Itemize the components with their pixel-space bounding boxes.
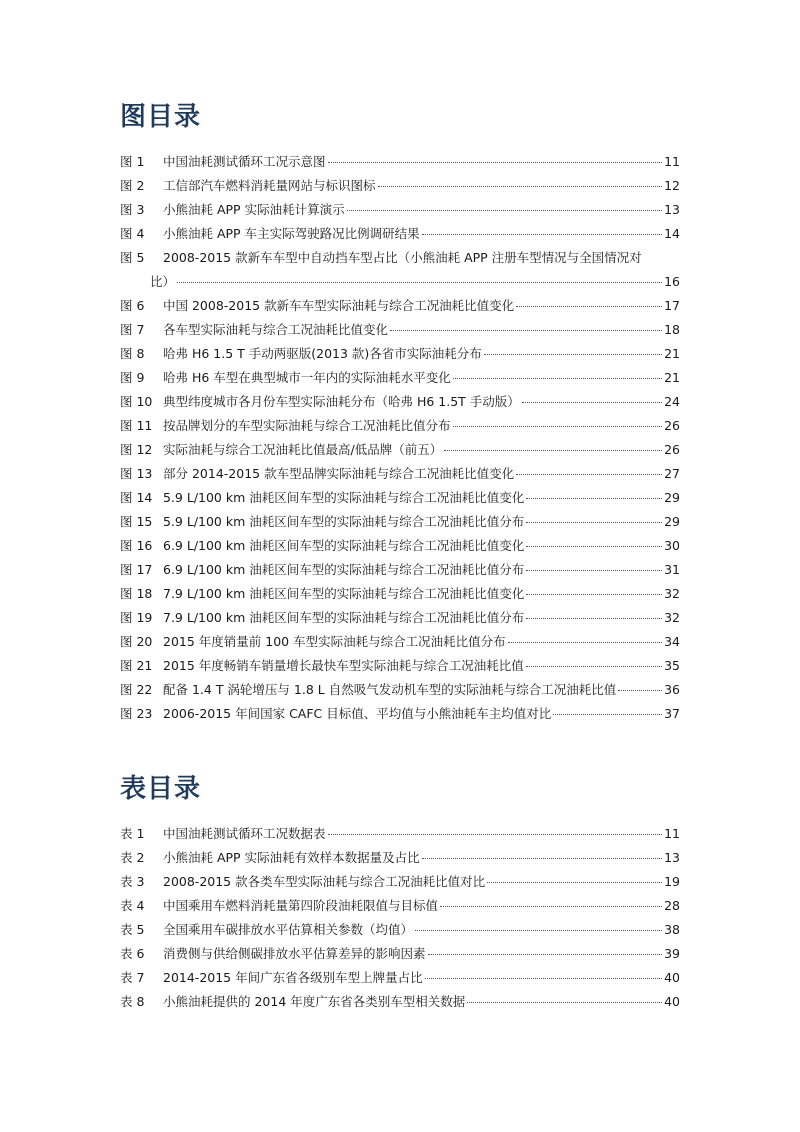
toc-dot-leader [553, 714, 662, 715]
toc-entry-page: 11 [664, 826, 680, 841]
toc-entry-label: 图 4 [120, 226, 145, 241]
toc-entry-page: 26 [664, 418, 680, 433]
toc-dot-leader [526, 522, 662, 523]
toc-entry[interactable] [120, 486, 680, 510]
toc-entry-title: 小熊油耗 APP 实际油耗有效样本数据量及占比 [163, 850, 420, 865]
toc-dot-leader [378, 186, 663, 187]
toc-entry-page: 24 [664, 394, 680, 409]
table-list-heading: 表目录 [120, 774, 202, 804]
toc-entry[interactable] [120, 942, 680, 966]
toc-entry-page: 14 [664, 226, 680, 241]
toc-entry-label: 表 3 [120, 874, 145, 889]
toc-dot-leader [516, 306, 662, 307]
toc-entry[interactable] [120, 606, 680, 630]
toc-entry-title: 工信部汽车燃料消耗量网站与标识图标 [163, 178, 376, 193]
toc-dot-leader [422, 234, 663, 235]
toc-entry-label: 图 3 [120, 202, 145, 217]
toc-dot-leader [526, 618, 662, 619]
toc-entry-label: 图 11 [120, 418, 153, 433]
toc-entry-page: 40 [664, 970, 680, 985]
toc-entry-title: 哈弗 H6 车型在典型城市一年内的实际油耗水平变化 [163, 370, 451, 385]
toc-dot-leader [526, 666, 662, 667]
toc-entry-label: 图 19 [120, 610, 153, 625]
toc-entry[interactable] [120, 174, 680, 198]
toc-entry-title: 小熊油耗 APP 车主实际驾驶路况比例调研结果 [163, 226, 420, 241]
toc-entry[interactable] [120, 150, 680, 174]
toc-entry-label: 表 2 [120, 850, 145, 865]
toc-dot-leader [508, 642, 663, 643]
toc-entry-title: 中国油耗测试循环工况数据表 [163, 826, 326, 841]
toc-entry-label: 图 22 [120, 682, 153, 697]
toc-entry[interactable] [120, 414, 680, 438]
toc-entry-title: 6.9 L/100 km 油耗区间车型的实际油耗与综合工况油耗比值分布 [163, 562, 525, 577]
figure-toc-list [120, 150, 680, 726]
toc-entry-title: 按品牌划分的车型实际油耗与综合工况油耗比值分布 [163, 418, 451, 433]
toc-entry-page: 31 [664, 562, 680, 577]
toc-entry[interactable] [120, 390, 680, 414]
toc-entry-page: 40 [664, 994, 680, 1009]
toc-entry-title: 典型纬度城市各月份车型实际油耗分布（哈弗 H6 1.5T 手动版） [163, 394, 520, 409]
toc-dot-leader [177, 282, 662, 283]
toc-entry-title: 中国 2008-2015 款新车车型实际油耗与综合工况油耗比值变化 [163, 298, 515, 313]
toc-dot-leader [522, 402, 662, 403]
toc-entry-title: 中国油耗测试循环工况示意图 [163, 154, 326, 169]
toc-entry-page: 11 [664, 154, 680, 169]
toc-entry-title: 5.9 L/100 km 油耗区间车型的实际油耗与综合工况油耗比值分布 [163, 514, 525, 529]
toc-dot-leader [440, 906, 662, 907]
toc-entry-label: 表 4 [120, 898, 145, 913]
toc-entry-page: 36 [664, 682, 680, 697]
toc-entry-label: 图 5 [120, 250, 145, 265]
toc-entry[interactable] [120, 894, 680, 918]
toc-entry[interactable] [120, 534, 680, 558]
toc-entry-page: 17 [664, 298, 680, 313]
toc-entry-label: 图 12 [120, 442, 153, 457]
toc-entry[interactable] [120, 678, 680, 702]
toc-entry-label: 图 10 [120, 394, 153, 409]
toc-entry-title: 5.9 L/100 km 油耗区间车型的实际油耗与综合工况油耗比值变化 [163, 490, 525, 505]
toc-entry-title: 2015 年度销量前 100 车型实际油耗与综合工况油耗比值分布 [163, 634, 506, 649]
toc-entry-page: 29 [664, 514, 680, 529]
toc-entry-page: 29 [664, 490, 680, 505]
toc-entry-title: 2008-2015 款新车车型中自动挡车型占比（小熊油耗 APP 注册车型情况与全国情况对 [163, 250, 642, 265]
toc-dot-leader [347, 210, 663, 211]
toc-dot-leader [526, 570, 662, 571]
toc-entry-label: 表 6 [120, 946, 145, 961]
toc-entry-title: 消费侧与供给侧碳排放水平估算差异的影响因素 [163, 946, 426, 961]
toc-entry-title: 2014-2015 年间广东省各级别车型上牌量占比 [163, 970, 423, 985]
toc-entry-title: 7.9 L/100 km 油耗区间车型的实际油耗与综合工况油耗比值分布 [163, 610, 525, 625]
toc-entry-title: 2008-2015 款各类车型实际油耗与综合工况油耗比值对比 [163, 874, 486, 889]
toc-entry[interactable] [120, 246, 680, 294]
toc-entry-label: 图 17 [120, 562, 153, 577]
toc-entry-label: 表 8 [120, 994, 145, 1009]
toc-entry[interactable] [120, 222, 680, 246]
toc-entry[interactable] [120, 582, 680, 606]
toc-dot-leader [526, 498, 662, 499]
toc-entry-page: 26 [664, 442, 680, 457]
toc-entry-label: 图 7 [120, 322, 145, 337]
toc-entry-page: 32 [664, 586, 680, 601]
toc-dot-leader [425, 978, 662, 979]
toc-entry[interactable] [120, 366, 680, 390]
toc-entry[interactable] [120, 630, 680, 654]
toc-entry[interactable] [120, 918, 680, 942]
toc-entry[interactable] [120, 654, 680, 678]
toc-entry[interactable] [120, 846, 680, 870]
toc-entry-page: 21 [664, 346, 680, 361]
toc-entry-page: 35 [664, 658, 680, 673]
toc-entry-page: 38 [664, 922, 680, 937]
toc-dot-leader [422, 858, 663, 859]
toc-entry-title: 小熊油耗 APP 实际油耗计算演示 [163, 202, 345, 217]
toc-entry[interactable] [120, 294, 680, 318]
toc-dot-leader [453, 426, 663, 427]
toc-entry-page: 16 [664, 274, 680, 289]
toc-entry-label: 表 5 [120, 922, 145, 937]
toc-entry[interactable] [120, 966, 680, 990]
toc-entry-title: 2015 年度畅销车销量增长最快车型实际油耗与综合工况油耗比值 [163, 658, 524, 673]
toc-entry[interactable] [120, 318, 680, 342]
toc-entry[interactable] [120, 870, 680, 894]
toc-entry-page: 21 [664, 370, 680, 385]
toc-entry-label: 图 15 [120, 514, 153, 529]
toc-entry[interactable] [120, 510, 680, 534]
toc-entry[interactable] [120, 990, 680, 1014]
toc-entry-label: 图 23 [120, 706, 153, 721]
toc-entry-title: 2006-2015 年间国家 CAFC 目标值、平均值与小熊油耗车主均值对比 [163, 706, 552, 721]
toc-entry-label: 图 2 [120, 178, 145, 193]
toc-entry-page: 39 [664, 946, 680, 961]
toc-entry-title: 6.9 L/100 km 油耗区间车型的实际油耗与综合工况油耗比值变化 [163, 538, 525, 553]
toc-entry-title: 7.9 L/100 km 油耗区间车型的实际油耗与综合工况油耗比值变化 [163, 586, 525, 601]
toc-dot-leader [415, 930, 662, 931]
toc-entry-page: 34 [664, 634, 680, 649]
toc-entry-title: 小熊油耗提供的 2014 年度广东省各类别车型相关数据 [163, 994, 466, 1009]
toc-entry-label: 图 6 [120, 298, 145, 313]
toc-entry-page: 13 [664, 202, 680, 217]
toc-dot-leader [444, 450, 662, 451]
toc-dot-leader [516, 474, 662, 475]
toc-entry-page: 27 [664, 466, 680, 481]
toc-entry-label: 图 16 [120, 538, 153, 553]
toc-dot-leader [328, 834, 663, 835]
toc-dot-leader [390, 330, 662, 331]
toc-entry[interactable] [120, 558, 680, 582]
toc-entry-label: 表 7 [120, 970, 145, 985]
toc-entry-title: 配备 1.4 T 涡轮增压与 1.8 L 自然吸气发动机车型的实际油耗与综合工况油耗比值 [163, 682, 617, 697]
toc-entry[interactable] [120, 822, 680, 846]
toc-dot-leader [428, 954, 663, 955]
toc-entry-title: 部分 2014-2015 款车型品牌实际油耗与综合工况油耗比值变化 [163, 466, 515, 481]
toc-entry-title: 全国乘用车碳排放水平估算相关参数（均值） [163, 922, 414, 937]
toc-entry-title: 实际油耗与综合工况油耗比值最高/低品牌（前五） [163, 442, 443, 457]
toc-entry[interactable] [120, 702, 680, 726]
table-toc-list [120, 822, 680, 1014]
toc-entry-title-continued: 比） [150, 274, 176, 289]
toc-dot-leader [467, 1002, 662, 1003]
toc-entry-title: 中国乘用车燃料消耗量第四阶段油耗限值与目标值 [163, 898, 439, 913]
toc-entry-label: 图 13 [120, 466, 153, 481]
toc-dot-leader [618, 690, 662, 691]
toc-entry-page: 13 [664, 850, 680, 865]
toc-entry[interactable] [120, 198, 680, 222]
toc-entry-page: 18 [664, 322, 680, 337]
toc-entry-title: 各车型实际油耗与综合工况油耗比值变化 [163, 322, 389, 337]
toc-entry-title: 哈弗 H6 1.5 T 手动两驱版(2013 款)各省市实际油耗分布 [163, 346, 482, 361]
toc-entry-label: 图 14 [120, 490, 153, 505]
toc-entry-page: 28 [664, 898, 680, 913]
toc-entry-label: 表 1 [120, 826, 145, 841]
toc-entry-page: 30 [664, 538, 680, 553]
toc-dot-leader [487, 882, 662, 883]
toc-entry-label: 图 18 [120, 586, 153, 601]
toc-entry-label: 图 20 [120, 634, 153, 649]
toc-entry-page: 19 [664, 874, 680, 889]
toc-entry-label: 图 1 [120, 154, 145, 169]
toc-entry-label: 图 21 [120, 658, 153, 673]
toc-entry-label: 图 8 [120, 346, 145, 361]
toc-dot-leader [484, 354, 662, 355]
toc-dot-leader [328, 162, 663, 163]
toc-dot-leader [526, 546, 662, 547]
toc-entry-page: 32 [664, 610, 680, 625]
toc-entry[interactable] [120, 438, 680, 462]
figure-list-heading: 图目录 [120, 102, 202, 132]
toc-entry[interactable] [120, 342, 680, 366]
toc-entry-page: 12 [664, 178, 680, 193]
toc-dot-leader [526, 594, 662, 595]
toc-dot-leader [453, 378, 662, 379]
toc-entry[interactable] [120, 462, 680, 486]
toc-entry-label: 图 9 [120, 370, 145, 385]
toc-entry-page: 37 [664, 706, 680, 721]
